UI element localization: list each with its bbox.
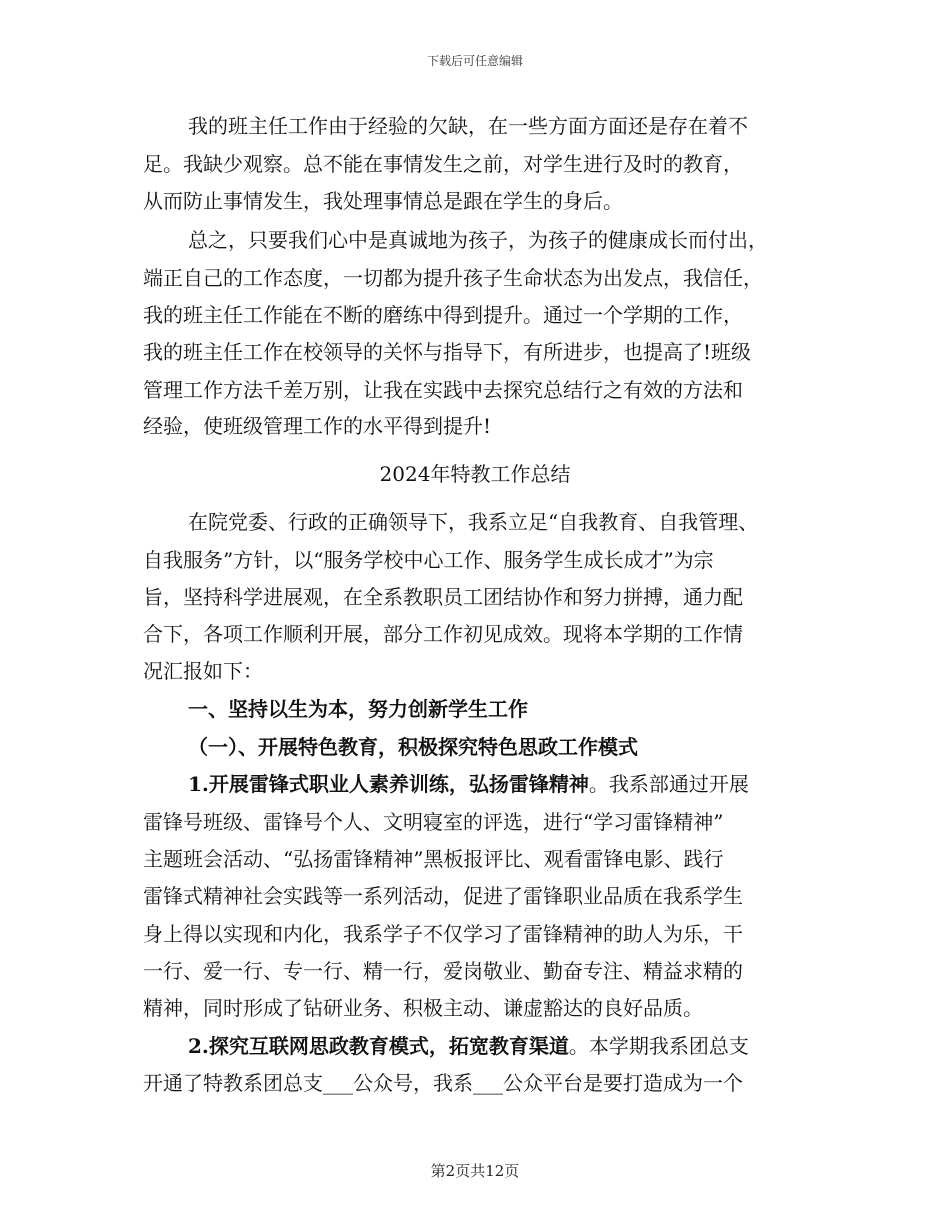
heading-1: 一、坚持以生为本，努力创新学生工作	[188, 697, 528, 721]
text-line: 总之，只要我们心中是真诚地为孩子，为孩子的健康成长而付出，	[188, 228, 768, 252]
text-line: 经验，使班级管理工作的水平得到提升!	[143, 414, 492, 438]
text-line: 雷锋式精神社会实践等一系列活动，促进了雷锋职业品质在我系学生	[143, 884, 743, 908]
text-line: 管理工作方法千差万别，让我在实践中去探究总结行之有效的方法和	[143, 378, 743, 402]
text-line: 一行、爱一行、专一行、精一行，爱岗敬业、勤奋专注、精益求精的	[143, 959, 743, 983]
page-footer: 第2页共12页	[430, 1162, 520, 1180]
text-line: 我的班主任工作能在不断的磨练中得到提升。通过一个学期的工作，	[143, 303, 743, 327]
text-line: 主题班会活动、“弘扬雷锋精神”黑板报评比、观看雷锋电影、践行	[143, 847, 724, 871]
text-line: 足。我缺少观察。总不能在事情发生之前，对学生进行及时的教育，	[143, 152, 743, 176]
text-line	[188, 772, 749, 796]
item-text: 。我系部通过开展	[588, 772, 749, 796]
text-line: 从而防止事情发生，我处理事情总是跟在学生的身后。	[143, 189, 623, 213]
text-line: 自我服务”方针，以“服务学校中心工作、服务学生成长成才”为宗	[143, 548, 714, 572]
text-line: 精神，同时形成了钻研业务、积极主动、谦虚豁达的良好品质。	[143, 996, 703, 1020]
text-line: 合下，各项工作顺利开展，部分工作初见成效。现将本学期的工作情	[143, 622, 743, 646]
text-line: 在院党委、行政的正确领导下，我系立足“自我教育、自我管理、	[188, 510, 759, 534]
text-line: 况汇报如下：	[143, 659, 263, 683]
section-title: 2024年特教工作总结	[379, 462, 571, 486]
item-heading: 1.开展雷锋式职业人素养训练，弘扬雷锋精神	[188, 772, 589, 796]
text-line: 端正自己的工作态度，一切都为提升孩子生命状态为出发点，我信任，	[143, 266, 763, 290]
text-line: 旨，坚持科学进展观，在全系教职员工团结协作和努力拼搏，通力配	[143, 585, 743, 609]
text-line: 雷锋号班级、雷锋号个人、文明寝室的评选，进行“学习雷锋精神”	[143, 810, 724, 834]
item-heading: 2.探究互联网思政教育模式，拓宽教育渠道	[188, 1034, 569, 1058]
item-text: 。本学期我系团总支	[568, 1034, 749, 1058]
page-header: 下载后可任意编辑	[426, 54, 523, 68]
text-line	[188, 1034, 749, 1058]
text-line: 开通了特教系团总支___公众号，我系___公众平台是要打造成为一个	[143, 1071, 743, 1095]
text-line: 身上得以实现和内化，我系学子不仅学习了雷锋精神的助人为乐，干	[143, 922, 743, 946]
text-line: 我的班主任工作由于经验的欠缺，在一些方面方面还是存在着不	[188, 114, 748, 138]
heading-2: （一）、开展特色教育，积极探究特色思政工作模式	[188, 735, 638, 759]
text-line: 我的班主任工作在校领导的关怀与指导下，有所进步，也提高了!班级	[143, 340, 752, 364]
